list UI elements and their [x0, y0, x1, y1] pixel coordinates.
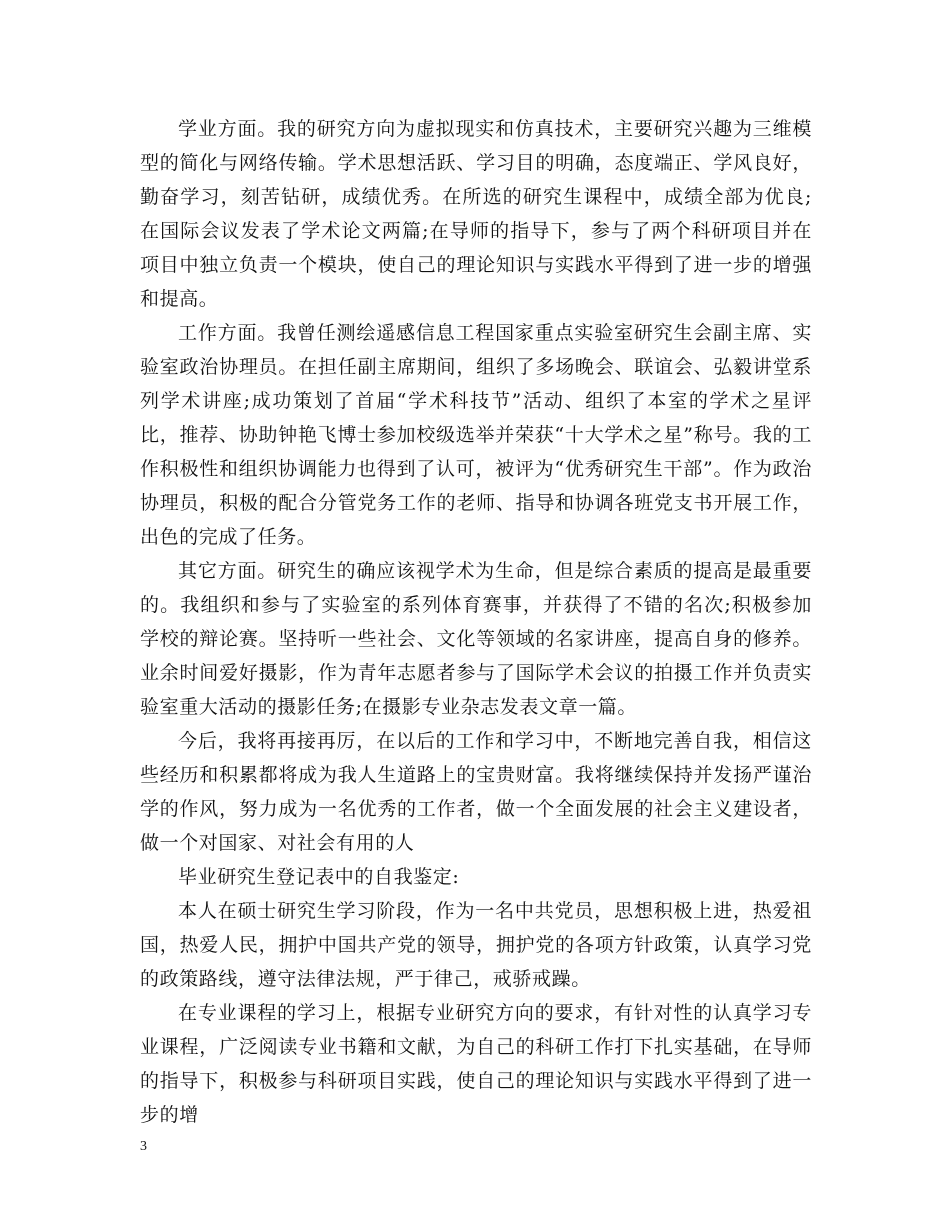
paragraph-work: 工作方面。我曾任测绘遥感信息工程国家重点实验室研究生会副主席、实验室政治协理员。在担任副主席期间，组织了多场晚会、联谊会、弘毅讲堂系列学术讲座;成功策划了首届“学术科技节”活动、组织了本室的学术之星评比，推荐、协助钟艳飞博士参加校级选举并荣获“十大学术之星”称号。我的工作积极性和组织协调能力也得到了认可，被评为“优秀研究生干部”。作为政治协理员，积极的配合分管党务工作的老师、指导和协调各班党支书开展工作，出色的完成了任务。 — [140, 322, 812, 548]
paragraph-political: 本人在硕士研究生学习阶段，作为一名中共党员，思想积极上进，热爱祖国，热爱人民，拥护中国共产党的领导，拥护党的各项方针政策，认真学习党的政策路线，遵守法律法规，严于律己，戒骄戒躁。 — [140, 900, 812, 990]
paragraph-academic: 学业方面。我的研究方向为虚拟现实和仿真技术，主要研究兴趣为三维模型的简化与网络传输。学术思想活跃、学习目的明确，态度端正、学风良好，勤奋学习，刻苦钻研，成绩优秀。在所选的研究生课程中，成绩全部为优良;在国际会议发表了学术论文两篇;在导师的指导下，参与了两个科研项目并在项目中独立负责一个模块，使自己的理论知识与实践水平得到了进一步的增强和提高。 — [140, 118, 812, 310]
paragraph-other: 其它方面。研究生的确应该视学术为生命，但是综合素质的提高是最重要的。我组织和参与了实验室的系列体育赛事，并获得了不错的名次;积极参加学校的辩论赛。坚持听一些社会、文化等领域的名家讲座，提高自身的修养。业余时间爱好摄影，作为青年志愿者参与了国际学术会议的拍摄工作并负责实验室重大活动的摄影任务;在摄影专业杂志发表文章一篇。 — [140, 560, 812, 718]
paragraph-coursework: 在专业课程的学习上，根据专业研究方向的要求，有针对性的认真学习专业课程，广泛阅读专业书籍和文献，为自己的科研工作打下扎实基础，在导师的指导下，积极参与科研项目实践，使自己的理论知识与实践水平得到了进一步的增 — [140, 1002, 812, 1126]
paragraph-section-heading: 毕业研究生登记表中的自我鉴定: — [178, 866, 460, 888]
paragraph-future: 今后，我将再接再厉，在以后的工作和学习中，不断地完善自我，相信这些经历和积累都将成为我人生道路上的宝贵财富。我将继续保持并发扬严谨治学的作风，努力成为一名优秀的工作者，做一个全面发展的社会主义建设者，做一个对国家、对社会有用的人 — [140, 730, 812, 854]
document-body — [140, 112, 812, 1132]
page-number: 3 — [140, 1139, 147, 1154]
